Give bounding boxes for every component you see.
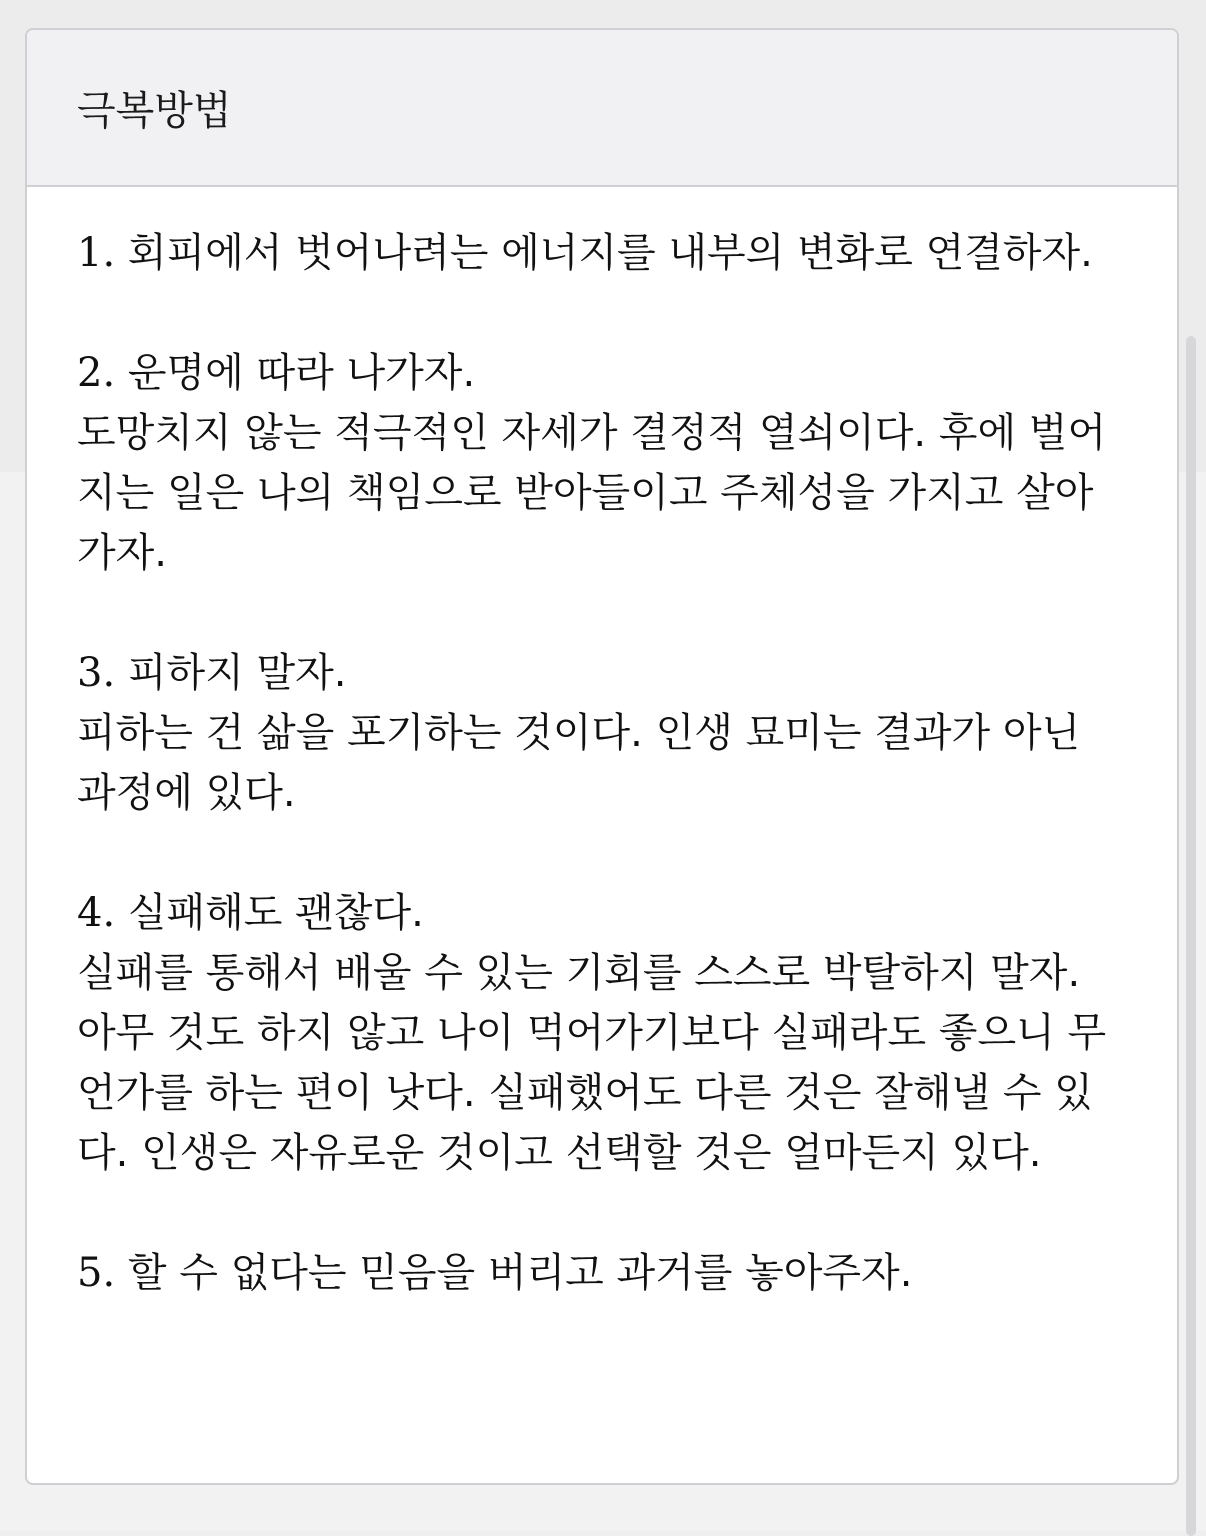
list-item <box>77 223 1127 283</box>
vertical-scrollbar[interactable] <box>1186 336 1196 1536</box>
panel-title: 극복방법 <box>77 88 232 134</box>
list-item-heading <box>77 643 1127 703</box>
list-item-heading-text: 피하지 말자. <box>127 650 347 696</box>
list-item-body: 도망치지 않는 적극적인 자세가 결정적 열쇠이다. 후에 벌어지는 일은 나의 책임으로 받아들이고 주체성을 가지고 살아가자. <box>77 410 1107 576</box>
list-item-heading-text: 할 수 없다는 믿음을 버리고 과거를 놓아주자. <box>127 1250 913 1296</box>
list-item-number: 4. <box>77 890 116 936</box>
list-item-heading-text: 실패해도 괜찮다. <box>127 890 424 936</box>
list-item-heading <box>77 223 1127 283</box>
list-item <box>77 643 1127 823</box>
content-panel <box>25 28 1179 1485</box>
list-item-body: 실패를 통해서 배울 수 있는 기회를 스스로 박탈하지 말자. 아무 것도 하지 않고 나이 먹어가기보다 실패라도 좋으니 무언가를 하는 편이 낫다. 실패했어도 다른 것은 잘해낼 수 있다. 인생은 자유로운 것이고 선택할 것은 얼마든지 있다. <box>77 950 1107 1176</box>
list-item-heading <box>77 1243 1127 1303</box>
list-item-heading-text: 회피에서 벗어나려는 에너지를 내부의 변화로 연결하자. <box>127 230 1093 276</box>
list-item-heading-text: 운명에 따라 나가자. <box>127 350 476 396</box>
list-item-heading <box>77 883 1127 943</box>
list-item-number: 2. <box>77 350 116 396</box>
panel-body <box>27 187 1177 1303</box>
list-item-heading <box>77 343 1127 403</box>
list-item-number: 3. <box>77 650 116 696</box>
list-item-number: 1. <box>77 230 116 276</box>
panel-header <box>27 30 1177 187</box>
list-item <box>77 343 1127 583</box>
list-item <box>77 1243 1127 1303</box>
list-item <box>77 883 1127 1183</box>
list-item-number: 5. <box>77 1250 116 1296</box>
list-item-body: 피하는 건 삶을 포기하는 것이다. 인생 묘미는 결과가 아닌 과정에 있다. <box>77 710 1081 816</box>
